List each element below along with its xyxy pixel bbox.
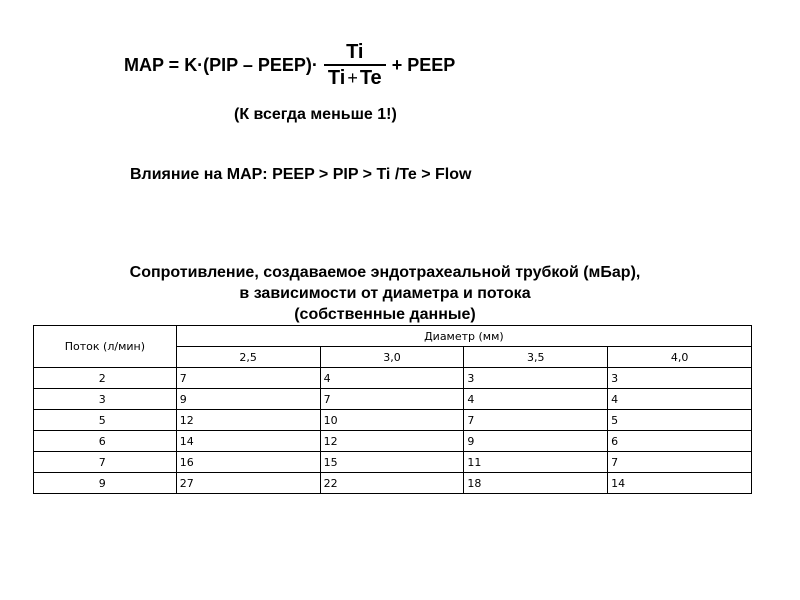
denominator-te: Te <box>359 67 382 89</box>
flow-cell: 9 <box>34 473 177 494</box>
value-cell: 12 <box>176 410 320 431</box>
value-cell: 7 <box>464 410 608 431</box>
value-cell: 12 <box>320 431 464 452</box>
value-cell: 9 <box>464 431 608 452</box>
fraction-bar <box>324 64 386 66</box>
value-cell: 3 <box>608 368 752 389</box>
diameter-4-0: 4,0 <box>608 347 752 368</box>
flow-cell: 2 <box>34 368 177 389</box>
value-cell: 10 <box>320 410 464 431</box>
value-cell: 9 <box>176 389 320 410</box>
value-cell: 11 <box>464 452 608 473</box>
value-cell: 7 <box>608 452 752 473</box>
formula-fraction <box>324 41 386 89</box>
value-cell: 3 <box>464 368 608 389</box>
value-cell: 7 <box>320 389 464 410</box>
value-cell: 15 <box>320 452 464 473</box>
flow-header: Поток (л/мин) <box>34 326 177 368</box>
caption-line-3: (собственные данные) <box>294 306 476 323</box>
flow-cell: 7 <box>34 452 177 473</box>
table-row <box>34 368 752 389</box>
caption-line-2: в зависимости от диаметра и потока <box>239 285 531 302</box>
value-cell: 22 <box>320 473 464 494</box>
formula-suffix: + PEEP <box>391 54 456 75</box>
flow-cell: 3 <box>34 389 177 410</box>
denominator-ti: Ti <box>327 67 346 89</box>
flow-cell: 6 <box>34 431 177 452</box>
resistance-table <box>33 325 752 494</box>
value-cell: 4 <box>320 368 464 389</box>
value-cell: 4 <box>608 389 752 410</box>
value-cell: 18 <box>464 473 608 494</box>
table-row <box>34 473 752 494</box>
table-caption <box>0 262 770 325</box>
table-row <box>34 389 752 410</box>
caption-line-1: Сопротивление, создаваемое эндотрахеальной трубкой (мБар), <box>129 264 641 281</box>
map-influence-text: Влияние на MAP: PEEP > PIP > Ti /Te > Flow <box>130 166 472 183</box>
value-cell: 27 <box>176 473 320 494</box>
value-cell: 16 <box>176 452 320 473</box>
value-cell: 4 <box>464 389 608 410</box>
diameter-2-5: 2,5 <box>176 347 320 368</box>
table-row <box>34 431 752 452</box>
denominator-plus: + <box>347 68 358 88</box>
table-row <box>34 410 752 431</box>
value-cell: 6 <box>608 431 752 452</box>
fraction-numerator: Ti <box>346 41 364 63</box>
diameter-3-5: 3,5 <box>464 347 608 368</box>
table-row <box>34 452 752 473</box>
flow-cell: 5 <box>34 410 177 431</box>
formula-prefix: MAP = K·(PIP – PEEP)· <box>124 54 318 75</box>
value-cell: 5 <box>608 410 752 431</box>
value-cell: 7 <box>176 368 320 389</box>
fraction-denominator <box>324 67 386 89</box>
diameter-3-0: 3,0 <box>320 347 464 368</box>
table-header-row <box>34 326 752 347</box>
value-cell: 14 <box>608 473 752 494</box>
diameter-header: Диаметр (мм) <box>176 326 751 347</box>
value-cell: 14 <box>176 431 320 452</box>
k-note: (К всегда меньше 1!) <box>234 106 397 123</box>
map-formula <box>124 40 455 90</box>
